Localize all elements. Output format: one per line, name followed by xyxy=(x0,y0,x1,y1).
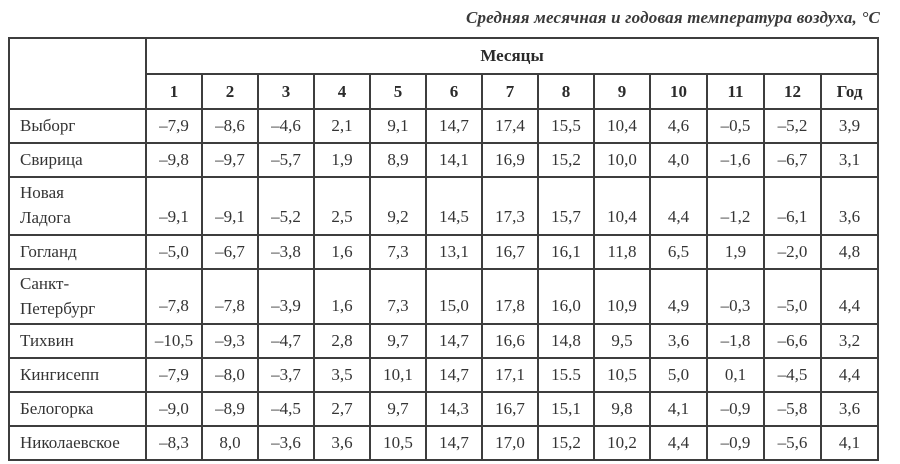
temp-cell: 3,5 xyxy=(314,358,370,392)
city-line: Петербург xyxy=(20,298,96,318)
months-group-header: Месяцы xyxy=(146,38,878,74)
temperature-table xyxy=(8,37,879,461)
temp-cell: 1,6 xyxy=(314,235,370,269)
temp-cell: 8,0 xyxy=(202,426,258,460)
temp-cell: –8,6 xyxy=(202,109,258,143)
temp-cell: 14,7 xyxy=(426,109,482,143)
temp-cell: 10,0 xyxy=(594,143,650,177)
temp-cell: 9,7 xyxy=(370,392,426,426)
month-header: 8 xyxy=(538,74,594,109)
temp-cell: 4,4 xyxy=(650,426,707,460)
temp-cell: 14,7 xyxy=(426,426,482,460)
temp-cell: 14,7 xyxy=(426,324,482,358)
table-row xyxy=(9,109,878,143)
temp-cell: 3,2 xyxy=(821,324,878,358)
temp-cell: –2,0 xyxy=(764,235,821,269)
temp-cell: 10,2 xyxy=(594,426,650,460)
temp-cell: –9,1 xyxy=(146,177,202,235)
temp-cell: 16,7 xyxy=(482,235,538,269)
corner-cell xyxy=(9,38,146,109)
temp-cell: 14,3 xyxy=(426,392,482,426)
temp-cell: 15,0 xyxy=(426,269,482,324)
temp-cell: –9,8 xyxy=(146,143,202,177)
temp-cell: –6,7 xyxy=(764,143,821,177)
temp-cell: 4,4 xyxy=(821,269,878,324)
temp-cell: –5,0 xyxy=(146,235,202,269)
temp-cell: 16,1 xyxy=(538,235,594,269)
temp-cell: 4,0 xyxy=(650,143,707,177)
temp-cell: 4,9 xyxy=(650,269,707,324)
temp-cell: 16,6 xyxy=(482,324,538,358)
temp-cell: –3,6 xyxy=(258,426,314,460)
temp-cell: –0,9 xyxy=(707,392,764,426)
temp-cell: –3,8 xyxy=(258,235,314,269)
month-header: 5 xyxy=(370,74,426,109)
temp-cell: 1,9 xyxy=(707,235,764,269)
temp-cell: 9,8 xyxy=(594,392,650,426)
temp-cell: –5,2 xyxy=(764,109,821,143)
temp-cell: –1,6 xyxy=(707,143,764,177)
temp-cell: –9,0 xyxy=(146,392,202,426)
table-row xyxy=(9,235,878,269)
temp-cell: –9,7 xyxy=(202,143,258,177)
city-line: Санкт- xyxy=(20,274,70,293)
temp-cell: –6,6 xyxy=(764,324,821,358)
temp-cell: 9,7 xyxy=(370,324,426,358)
temp-cell: 8,9 xyxy=(370,143,426,177)
month-header: 1 xyxy=(146,74,202,109)
temp-cell: 17,3 xyxy=(482,177,538,235)
temp-cell: 17,1 xyxy=(482,358,538,392)
month-header: 2 xyxy=(202,74,258,109)
temp-cell: 15,7 xyxy=(538,177,594,235)
temp-cell: 15,2 xyxy=(538,143,594,177)
temp-cell: 9,1 xyxy=(370,109,426,143)
temp-cell: 9,2 xyxy=(370,177,426,235)
temp-cell: –3,7 xyxy=(258,358,314,392)
city-cell: Кингисепп xyxy=(9,358,146,392)
temp-cell: 4,4 xyxy=(821,358,878,392)
temp-cell: –4,5 xyxy=(258,392,314,426)
city-cell: Выборг xyxy=(9,109,146,143)
temp-cell: 2,5 xyxy=(314,177,370,235)
temp-cell: 3,6 xyxy=(314,426,370,460)
temp-cell: 10,4 xyxy=(594,177,650,235)
month-header: 11 xyxy=(707,74,764,109)
temp-cell: 14,8 xyxy=(538,324,594,358)
month-header: 9 xyxy=(594,74,650,109)
temp-cell: 13,1 xyxy=(426,235,482,269)
table-row xyxy=(9,358,878,392)
temp-cell: –5,0 xyxy=(764,269,821,324)
table-row xyxy=(9,392,878,426)
temp-cell: 17,4 xyxy=(482,109,538,143)
month-header: 10 xyxy=(650,74,707,109)
temp-cell: 15,5 xyxy=(538,109,594,143)
temp-cell: 11,8 xyxy=(594,235,650,269)
month-header: 6 xyxy=(426,74,482,109)
temp-cell: –6,7 xyxy=(202,235,258,269)
temp-cell: 4,6 xyxy=(650,109,707,143)
temp-cell: 4,4 xyxy=(650,177,707,235)
temp-cell: –0,5 xyxy=(707,109,764,143)
temp-cell: –5,7 xyxy=(258,143,314,177)
temp-cell: 6,5 xyxy=(650,235,707,269)
temp-cell: –1,2 xyxy=(707,177,764,235)
temp-cell: –8,9 xyxy=(202,392,258,426)
temp-cell: –7,8 xyxy=(202,269,258,324)
city-cell: Гогланд xyxy=(9,235,146,269)
temp-cell: –8,0 xyxy=(202,358,258,392)
temp-cell: –7,8 xyxy=(146,269,202,324)
temp-cell: –7,9 xyxy=(146,358,202,392)
temp-cell: –1,8 xyxy=(707,324,764,358)
city-cell xyxy=(9,177,146,235)
temp-cell: 4,8 xyxy=(821,235,878,269)
temp-cell: –10,5 xyxy=(146,324,202,358)
temp-cell: –5,6 xyxy=(764,426,821,460)
temp-cell: 4,1 xyxy=(650,392,707,426)
temp-cell: 15,2 xyxy=(538,426,594,460)
temp-cell: –8,3 xyxy=(146,426,202,460)
temp-cell: –9,3 xyxy=(202,324,258,358)
temp-cell: 10,5 xyxy=(370,426,426,460)
table-row xyxy=(9,177,878,235)
temp-cell: 17,8 xyxy=(482,269,538,324)
temp-cell: 9,5 xyxy=(594,324,650,358)
table-row xyxy=(9,269,878,324)
temp-cell: 4,1 xyxy=(821,426,878,460)
temp-cell: 2,1 xyxy=(314,109,370,143)
temp-cell: 14,7 xyxy=(426,358,482,392)
city-cell: Свирица xyxy=(9,143,146,177)
temp-cell: –5,2 xyxy=(258,177,314,235)
temp-cell: 1,9 xyxy=(314,143,370,177)
city-cell: Белогорка xyxy=(9,392,146,426)
table-title: Средняя месячная и годовая температура воздуха, °С xyxy=(465,8,880,27)
temp-cell: 3,6 xyxy=(650,324,707,358)
city-cell: Тихвин xyxy=(9,324,146,358)
city-cell xyxy=(9,269,146,324)
temp-cell: 16,0 xyxy=(538,269,594,324)
temp-cell: 3,6 xyxy=(821,177,878,235)
temp-cell: 3,1 xyxy=(821,143,878,177)
temp-cell: 15.5 xyxy=(538,358,594,392)
month-header: 7 xyxy=(482,74,538,109)
temp-cell: –9,1 xyxy=(202,177,258,235)
temp-cell: 1,6 xyxy=(314,269,370,324)
temp-cell: –4,6 xyxy=(258,109,314,143)
year-header: Год xyxy=(821,74,878,109)
city-line: Ладога xyxy=(20,208,71,227)
month-header: 3 xyxy=(258,74,314,109)
temp-cell: 2,8 xyxy=(314,324,370,358)
temp-cell: –5,8 xyxy=(764,392,821,426)
table-row xyxy=(9,426,878,460)
temp-cell: 16,7 xyxy=(482,392,538,426)
temp-cell: 10,9 xyxy=(594,269,650,324)
city-line: Новая xyxy=(20,183,64,203)
temp-cell: 10,4 xyxy=(594,109,650,143)
temp-cell: 5,0 xyxy=(650,358,707,392)
temp-cell: 0,1 xyxy=(707,358,764,392)
temp-cell: 14,5 xyxy=(426,177,482,235)
table-row xyxy=(9,143,878,177)
month-header: 12 xyxy=(764,74,821,109)
temp-cell: –0,9 xyxy=(707,426,764,460)
temp-cell: 15,1 xyxy=(538,392,594,426)
table-row xyxy=(9,324,878,358)
temp-cell: –4,7 xyxy=(258,324,314,358)
temp-cell: 3,9 xyxy=(821,109,878,143)
temp-cell: –4,5 xyxy=(764,358,821,392)
temp-cell: 10,5 xyxy=(594,358,650,392)
temp-cell: 17,0 xyxy=(482,426,538,460)
temp-cell: –3,9 xyxy=(258,269,314,324)
months-group-row xyxy=(9,38,878,74)
temp-cell: 7,3 xyxy=(370,235,426,269)
month-header: 4 xyxy=(314,74,370,109)
city-cell: Николаевское xyxy=(9,426,146,460)
temp-cell: 2,7 xyxy=(314,392,370,426)
temp-cell: 14,1 xyxy=(426,143,482,177)
temp-cell: –6,1 xyxy=(764,177,821,235)
temp-cell: –0,3 xyxy=(707,269,764,324)
temp-cell: 7,3 xyxy=(370,269,426,324)
temp-cell: 16,9 xyxy=(482,143,538,177)
temp-cell: 3,6 xyxy=(821,392,878,426)
temp-cell: –7,9 xyxy=(146,109,202,143)
temp-cell: 10,1 xyxy=(370,358,426,392)
